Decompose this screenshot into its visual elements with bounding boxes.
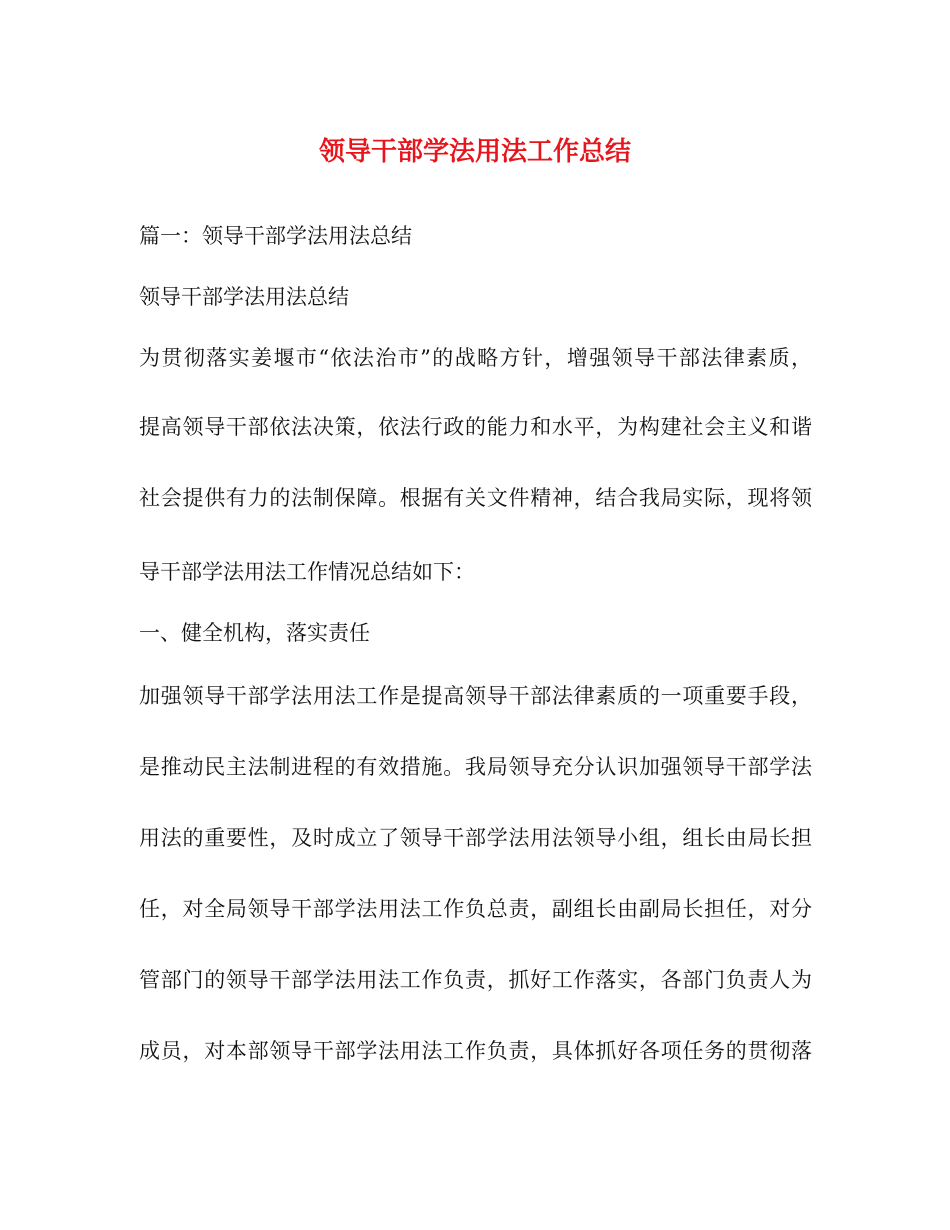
paragraph-line: 加强领导干部学法用法工作是提高领导干部法律素质的一项重要手段， <box>139 684 812 708</box>
paragraph-line: 为贯彻落实姜堰市“依法治市”的战略方针，增强领导干部法律素质， <box>139 346 812 370</box>
paragraph-line: 提高领导干部依法决策，依法行政的能力和水平，为构建社会主义和谐 <box>139 415 812 439</box>
section-heading: 一、健全机构，落实责任 <box>139 621 370 645</box>
paragraph-line: 社会提供有力的法制保障。根据有关文件精神，结合我局实际，现将领 <box>139 486 812 510</box>
paragraph-line: 任，对全局领导干部学法用法工作负总责，副组长由副局长担任，对分 <box>139 897 812 921</box>
paragraph-line: 导干部学法用法工作情况总结如下： <box>139 560 475 584</box>
paragraph-line: 用法的重要性，及时成立了领导干部学法用法领导小组，组长由局长担 <box>139 826 812 850</box>
subtitle: 领导干部学法用法总结 <box>139 285 349 309</box>
paragraph-line: 管部门的领导干部学法用法工作负责，抓好工作落实，各部门负责人为 <box>139 968 812 992</box>
paragraph-line: 成员，对本部领导干部学法用法工作负责，具体抓好各项任务的贯彻落 <box>139 1039 812 1063</box>
document-title: 领导干部学法用法工作总结 <box>318 137 631 167</box>
section-heading: 篇一：领导干部学法用法总结 <box>139 224 412 248</box>
paragraph-line: 是推动民主法制进程的有效措施。我局领导充分认识加强领导干部学法 <box>139 755 812 779</box>
